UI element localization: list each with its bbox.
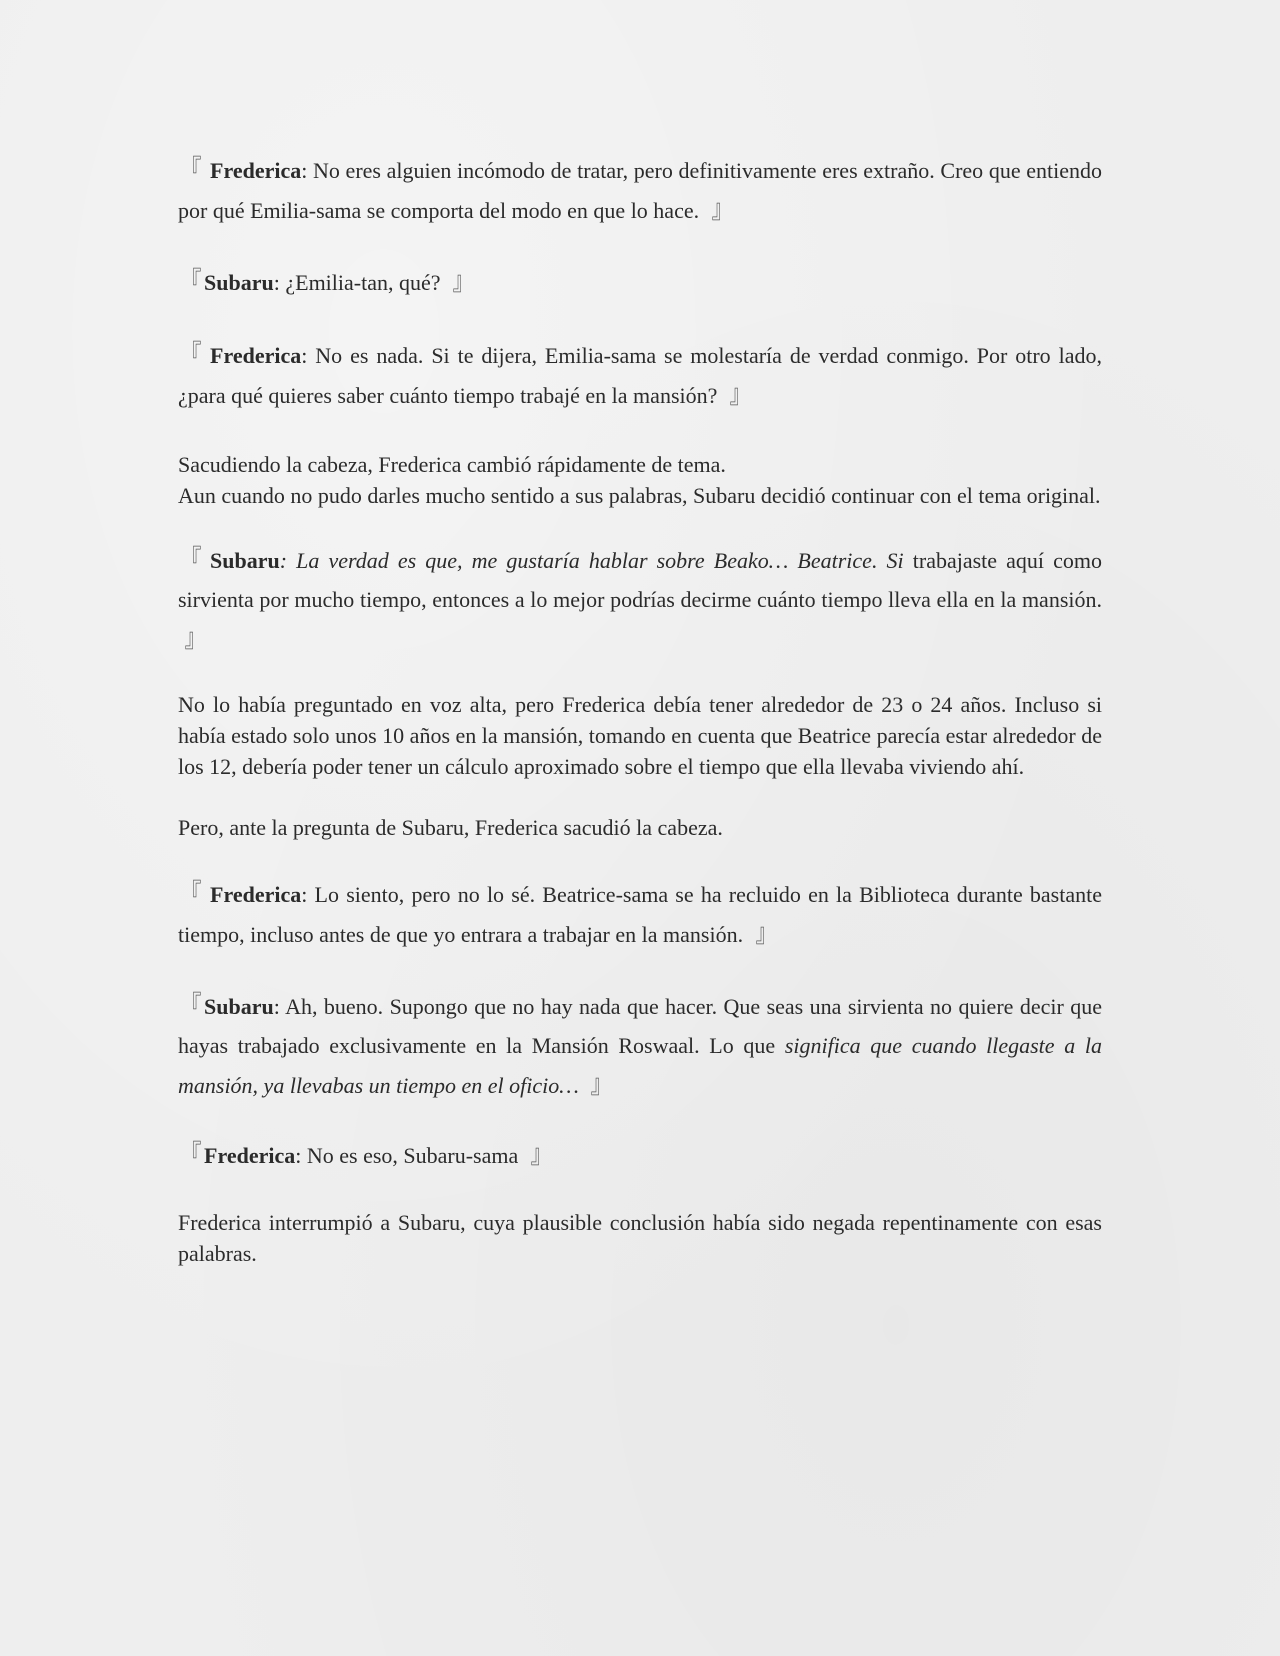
close-quote-mark: 』 xyxy=(729,380,751,409)
speaker-name: Frederica xyxy=(210,882,302,907)
speaker-separator: : xyxy=(295,1143,302,1168)
dialogue-text: Ah, bueno. Supongo que no hay nada que hacer. Que seas una sirvienta no quiere decir que hayas trabajado exclusivamente en la Mansión Roswaal. Lo que xyxy=(178,994,1102,1058)
open-quote-mark: 『 xyxy=(180,991,202,1020)
close-quote-mark: 』 xyxy=(530,1140,552,1169)
narration-text: Frederica interrumpió a Subaru, cuya plausible conclusión había sido negada repentinamente con esas palabras. xyxy=(178,1210,1102,1266)
close-quote-mark: 』 xyxy=(711,195,733,224)
speaker-separator: : xyxy=(301,158,308,183)
dialogue-subaru-3 xyxy=(178,986,1102,1105)
narration-paragraph-4 xyxy=(178,1207,1102,1269)
speaker-name: Subaru xyxy=(204,270,274,295)
close-quote-mark: 』 xyxy=(590,1070,612,1099)
speaker-name: Frederica xyxy=(210,343,302,368)
dialogue-text: Lo siento, pero no lo sé. Beatrice-sama se ha recluido en la Biblioteca durante bastante tiempo, incluso antes de que yo entrara a trabajar en la mansión. xyxy=(178,882,1102,947)
dialogue-subaru-2 xyxy=(178,540,1102,659)
dialogue-text: No es nada. Si te dijera, Emilia-sama se molestaría de verdad conmigo. Por otro lado, ¿para qué quieres saber cuánto tiempo trabajé en la mansión? xyxy=(178,343,1102,408)
speaker-separator: : xyxy=(273,270,280,295)
narration-line: Aun cuando no pudo darles mucho sentido a sus palabras, Subaru decidió continuar con el tema original. xyxy=(178,483,1101,508)
open-quote-mark: 『 xyxy=(180,545,202,574)
speaker-name: Frederica xyxy=(204,1143,296,1168)
close-quote-mark: 』 xyxy=(452,267,474,296)
dialogue-frederica-4 xyxy=(178,1135,1102,1175)
narration-line: Sacudiendo la cabeza, Frederica cambió rápidamente de tema. xyxy=(178,452,726,477)
speaker-name: Subaru xyxy=(204,994,274,1019)
narration-paragraph-3 xyxy=(178,812,1102,843)
dialogue-text: ¿Emilia-tan, qué? xyxy=(279,270,441,295)
open-quote-mark: 『 xyxy=(180,340,202,369)
open-quote-mark: 『 xyxy=(180,155,202,184)
dialogue-subaru-1 xyxy=(178,262,1102,302)
dialogue-frederica-2 xyxy=(178,335,1102,415)
narration-paragraph-2 xyxy=(178,689,1102,782)
speaker-separator: : xyxy=(279,548,288,573)
open-quote-mark: 『 xyxy=(180,1140,202,1169)
dialogue-text-italic: significa que cuando llegaste a la mansión, ya llevabas un tiempo en el oficio… xyxy=(178,1033,1102,1098)
speaker-name: Subaru xyxy=(210,548,280,573)
speaker-separator: : xyxy=(301,882,308,907)
dialogue-frederica-1 xyxy=(178,150,1102,230)
dialogue-text: No es eso, Subaru-sama xyxy=(301,1143,519,1168)
dialogue-text: No eres alguien incómodo de tratar, pero definitivamente eres extraño. Creo que entiendo por qué Emilia-sama se comporta del modo en que lo hace. xyxy=(178,158,1102,223)
close-quote-mark: 』 xyxy=(755,919,776,948)
dialogue-frederica-3 xyxy=(178,874,1102,954)
speaker-separator: : xyxy=(273,994,280,1019)
close-quote-mark: 』 xyxy=(184,624,206,653)
dialogue-text: trabajaste aquí como sirvienta por mucho tiempo, entonces a lo mejor podrías decirme cuánto tiempo lleva ella en la mansión. xyxy=(178,548,1102,612)
speaker-separator: : xyxy=(301,343,308,368)
narration-text: No lo había preguntado en voz alta, pero Frederica debía tener alrededor de 23 o 24 años. Incluso si había estado solo unos 10 años en la mansión, tomando en cuenta que Beatrice parecía estar alrededor de los 12, debería poder tener un cálculo aproximado sobre el tiempo que ella llevaba viviendo ahí. xyxy=(178,692,1102,779)
open-quote-mark: 『 xyxy=(180,267,202,296)
open-quote-mark: 『 xyxy=(180,879,202,908)
dialogue-text-italic: La verdad es que, me gustaría hablar sobre Beako… Beatrice. Si xyxy=(287,548,904,573)
narration-text: Pero, ante la pregunta de Subaru, Frederica sacudió la cabeza. xyxy=(178,815,723,840)
narration-paragraph-1 xyxy=(178,449,1102,511)
speaker-name: Frederica xyxy=(210,158,302,183)
